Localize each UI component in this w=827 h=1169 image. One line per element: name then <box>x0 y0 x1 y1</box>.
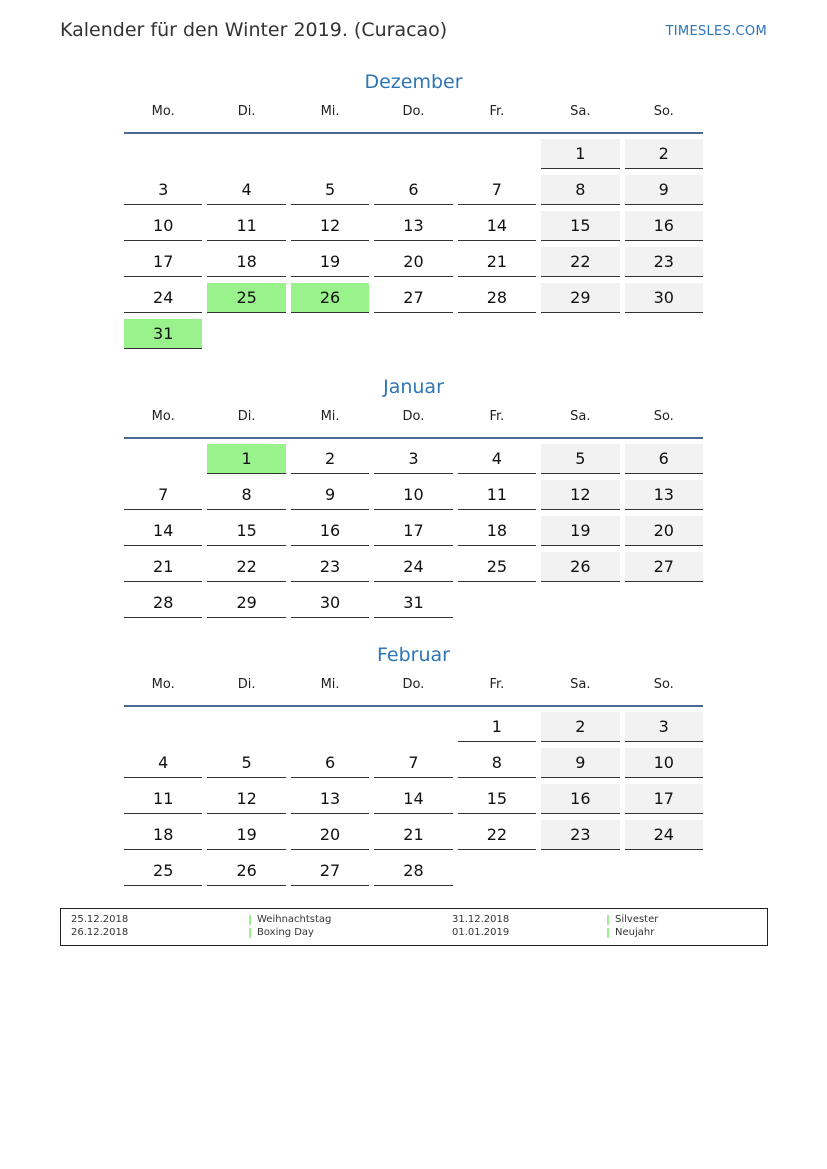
day-cell: 11 <box>458 480 536 510</box>
legend-holiday-name: Weihnachtstag <box>257 914 332 925</box>
weekday-label: So. <box>653 677 674 692</box>
day-cell: 25 <box>124 856 202 886</box>
week-row <box>124 856 703 887</box>
legend-date: 25.12.2018 <box>71 914 129 925</box>
day-cell: 23 <box>541 820 619 850</box>
day-cell: 18 <box>458 516 536 546</box>
day-cell: 20 <box>374 247 452 277</box>
day-cell: 10 <box>374 480 452 510</box>
day-cell: 19 <box>291 247 369 277</box>
day-cell: 31 <box>374 588 452 618</box>
week-row <box>124 139 703 170</box>
empty-day-cell <box>458 856 536 885</box>
weekday-label: Mi. <box>320 677 340 692</box>
weekday-label: Mo. <box>151 677 175 692</box>
legend-date: 31.12.2018 <box>452 914 510 925</box>
day-cell: 19 <box>207 820 285 850</box>
week-row <box>124 516 703 547</box>
weekday-label: Sa. <box>570 409 591 424</box>
day-cell: 3 <box>374 444 452 474</box>
holiday-marker <box>607 928 609 938</box>
month-name: Februar <box>377 644 450 666</box>
weekday-header <box>124 104 703 126</box>
day-cell: 11 <box>124 784 202 814</box>
day-cell: 21 <box>374 820 452 850</box>
day-cell: 6 <box>625 444 703 474</box>
day-cell: 27 <box>291 856 369 886</box>
day-cell: 13 <box>374 211 452 241</box>
day-cell: 22 <box>458 820 536 850</box>
empty-day-cell <box>291 139 369 168</box>
weekday-label: So. <box>653 409 674 424</box>
day-cell: 16 <box>291 516 369 546</box>
day-cell: 6 <box>291 748 369 778</box>
day-cell: 16 <box>541 784 619 814</box>
weekday-label: Di. <box>237 677 256 692</box>
day-cell: 30 <box>291 588 369 618</box>
day-cell: 13 <box>625 480 703 510</box>
day-cell: 27 <box>625 552 703 582</box>
weekday-header <box>124 409 703 431</box>
week-row <box>124 712 703 743</box>
day-cell: 5 <box>541 444 619 474</box>
legend-date: 26.12.2018 <box>71 927 129 938</box>
empty-day-cell <box>207 712 285 741</box>
day-cell: 27 <box>374 283 452 313</box>
brand-link[interactable]: TIMESLES.COM <box>665 24 767 39</box>
day-cell: 26 <box>541 552 619 582</box>
holiday-day-cell: 1 <box>207 444 285 474</box>
day-cell: 14 <box>458 211 536 241</box>
day-cell: 28 <box>374 856 452 886</box>
weekday-label: Mi. <box>320 409 340 424</box>
empty-day-cell <box>541 856 619 885</box>
empty-day-cell <box>124 444 202 473</box>
day-cell: 11 <box>207 211 285 241</box>
month-block <box>124 641 703 892</box>
day-cell: 2 <box>625 139 703 169</box>
empty-day-cell <box>291 319 369 348</box>
day-cell: 4 <box>458 444 536 474</box>
day-cell: 6 <box>374 175 452 205</box>
month-block <box>124 373 703 624</box>
day-cell: 17 <box>625 784 703 814</box>
day-cell: 16 <box>625 211 703 241</box>
day-cell: 30 <box>625 283 703 313</box>
empty-day-cell <box>207 319 285 348</box>
legend-holiday-name: Neujahr <box>615 927 655 938</box>
weekday-label: Fr. <box>489 104 505 119</box>
day-cell: 23 <box>291 552 369 582</box>
empty-day-cell <box>541 588 619 617</box>
empty-day-cell <box>374 712 452 741</box>
day-cell: 22 <box>541 247 619 277</box>
week-row <box>124 552 703 583</box>
empty-day-cell <box>458 588 536 617</box>
day-cell: 1 <box>458 712 536 742</box>
day-cell: 18 <box>207 247 285 277</box>
day-cell: 18 <box>124 820 202 850</box>
day-cell: 15 <box>207 516 285 546</box>
empty-day-cell <box>458 139 536 168</box>
weeks-grid <box>124 139 703 350</box>
day-cell: 29 <box>541 283 619 313</box>
weekday-label: Di. <box>237 409 256 424</box>
weekday-label: Do. <box>402 677 425 692</box>
week-row <box>124 283 703 314</box>
week-row <box>124 211 703 242</box>
day-cell: 3 <box>625 712 703 742</box>
day-cell: 12 <box>207 784 285 814</box>
day-cell: 29 <box>207 588 285 618</box>
page-title: Kalender für den Winter 2019. (Curacao) <box>60 19 448 41</box>
day-cell: 28 <box>458 283 536 313</box>
legend-holiday-name: Boxing Day <box>257 927 314 938</box>
header-divider <box>124 705 703 707</box>
day-cell: 10 <box>124 211 202 241</box>
day-cell: 24 <box>124 283 202 313</box>
day-cell: 23 <box>625 247 703 277</box>
holiday-legend <box>60 908 768 946</box>
week-row <box>124 784 703 815</box>
holiday-marker <box>249 915 251 925</box>
legend-date: 01.01.2019 <box>452 927 510 938</box>
weekday-label: Sa. <box>570 677 591 692</box>
day-cell: 22 <box>207 552 285 582</box>
day-cell: 8 <box>207 480 285 510</box>
day-cell: 7 <box>458 175 536 205</box>
weekday-label: Di. <box>237 104 256 119</box>
weekday-label: Mi. <box>320 104 340 119</box>
empty-day-cell <box>124 712 202 741</box>
week-row <box>124 820 703 851</box>
month-block <box>124 68 703 355</box>
day-cell: 21 <box>458 247 536 277</box>
day-cell: 1 <box>541 139 619 169</box>
empty-day-cell <box>124 139 202 168</box>
empty-day-cell <box>541 319 619 348</box>
weekday-header <box>124 677 703 699</box>
day-cell: 10 <box>625 748 703 778</box>
empty-day-cell <box>625 319 703 348</box>
weekday-label: Mo. <box>151 104 175 119</box>
day-cell: 17 <box>124 247 202 277</box>
day-cell: 8 <box>458 748 536 778</box>
day-cell: 25 <box>458 552 536 582</box>
empty-day-cell <box>374 139 452 168</box>
empty-day-cell <box>207 139 285 168</box>
holiday-day-cell: 26 <box>291 283 369 313</box>
weekday-label: Fr. <box>489 677 505 692</box>
week-row <box>124 480 703 511</box>
day-cell: 7 <box>124 480 202 510</box>
legend-holiday-name: Silvester <box>615 914 659 925</box>
empty-day-cell <box>374 319 452 348</box>
day-cell: 21 <box>124 552 202 582</box>
day-cell: 24 <box>625 820 703 850</box>
day-cell: 5 <box>207 748 285 778</box>
header-divider <box>124 132 703 134</box>
day-cell: 4 <box>207 175 285 205</box>
day-cell: 4 <box>124 748 202 778</box>
day-cell: 5 <box>291 175 369 205</box>
weekday-label: Do. <box>402 104 425 119</box>
day-cell: 13 <box>291 784 369 814</box>
day-cell: 20 <box>291 820 369 850</box>
week-row <box>124 175 703 206</box>
weekday-label: Do. <box>402 409 425 424</box>
month-name: Januar <box>383 376 444 398</box>
day-cell: 26 <box>207 856 285 886</box>
day-cell: 9 <box>541 748 619 778</box>
day-cell: 9 <box>291 480 369 510</box>
weekday-label: Mo. <box>151 409 175 424</box>
empty-day-cell <box>458 319 536 348</box>
holiday-day-cell: 31 <box>124 319 202 349</box>
day-cell: 15 <box>458 784 536 814</box>
week-row <box>124 444 703 475</box>
holiday-marker <box>249 928 251 938</box>
day-cell: 7 <box>374 748 452 778</box>
day-cell: 19 <box>541 516 619 546</box>
weekday-label: Sa. <box>570 104 591 119</box>
day-cell: 8 <box>541 175 619 205</box>
week-row <box>124 588 703 619</box>
day-cell: 15 <box>541 211 619 241</box>
week-row <box>124 748 703 779</box>
weeks-grid <box>124 444 703 619</box>
header-divider <box>124 437 703 439</box>
day-cell: 14 <box>374 784 452 814</box>
weekday-label: So. <box>653 104 674 119</box>
day-cell: 2 <box>291 444 369 474</box>
day-cell: 28 <box>124 588 202 618</box>
day-cell: 12 <box>291 211 369 241</box>
empty-day-cell <box>291 712 369 741</box>
day-cell: 14 <box>124 516 202 546</box>
day-cell: 3 <box>124 175 202 205</box>
week-row <box>124 319 703 350</box>
day-cell: 17 <box>374 516 452 546</box>
week-row <box>124 247 703 278</box>
day-cell: 24 <box>374 552 452 582</box>
month-name: Dezember <box>364 71 463 93</box>
day-cell: 9 <box>625 175 703 205</box>
empty-day-cell <box>625 856 703 885</box>
holiday-marker <box>607 915 609 925</box>
weeks-grid <box>124 712 703 887</box>
day-cell: 20 <box>625 516 703 546</box>
empty-day-cell <box>625 588 703 617</box>
day-cell: 2 <box>541 712 619 742</box>
weekday-label: Fr. <box>489 409 505 424</box>
holiday-day-cell: 25 <box>207 283 285 313</box>
day-cell: 12 <box>541 480 619 510</box>
